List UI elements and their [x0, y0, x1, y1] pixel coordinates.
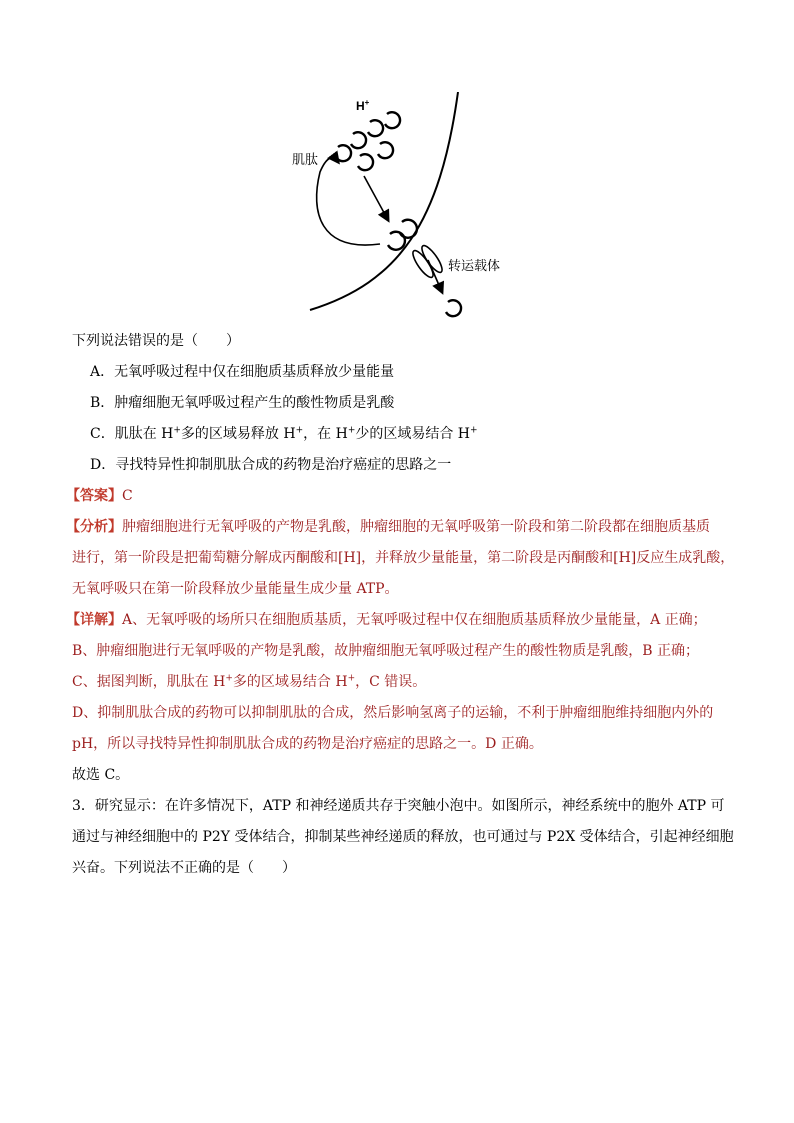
detail-line-4: D、抑制肌肽合成的药物可以抑制肌肽的合成，然后影响氢离子的运输，不利于肿瘤细胞维持细胞内外的	[72, 705, 714, 721]
conclusion: 故选 C。	[72, 767, 130, 783]
arrow-release	[364, 176, 388, 220]
question-stem: 下列说法错误的是（ ）	[72, 333, 240, 349]
detail-line-3: C、据图判断，肌肽在 H+多的区域易结合 H+，C 错误。	[72, 673, 427, 690]
transporter	[410, 243, 446, 280]
answer-line	[66, 486, 133, 506]
answer-tag: 【答案】	[66, 488, 122, 504]
next-question-line-1: 3．研究显示：在许多情况下，ATP 和神经递质共存于突触小泡中。如图所示，神经系统中的胞外 ATP 可	[72, 798, 725, 814]
detail-line-5: pH，所以寻找特异性抑制肌肽合成的药物是治疗癌症的思路之一。D 正确。	[72, 736, 543, 752]
detail-line-1: 【详解】A、无氧呼吸的场所只在细胞质基质，无氧呼吸过程中仅在细胞质基质释放少量能量，A 正确；	[66, 612, 707, 628]
next-question-line-2: 通过与神经细胞中的 P2Y 受体结合，抑制某些神经递质的释放，也可通过与 P2X 受体结合，引起神经细胞	[72, 829, 734, 845]
analysis-line-2: 进行，第一阶段是把葡萄糖分解成丙酮酸和[H]，并释放少量能量，第二阶段是丙酮酸和[H]反应生成乳酸，	[72, 550, 735, 566]
peptide-transport-figure	[280, 92, 520, 324]
option-b: B．肿瘤细胞无氧呼吸过程产生的酸性物质是乳酸	[90, 395, 395, 411]
answer-value: C	[122, 488, 133, 504]
analysis-tag: 【分析】	[66, 519, 122, 535]
analysis-line-3: 无氧呼吸只在第一阶段释放少量能量生成少量 ATP。	[72, 581, 399, 597]
option-c: C．肌肽在 H+多的区域易释放 H+，在 H+少的区域易结合 H+	[90, 425, 478, 442]
option-a: A．无氧呼吸过程中仅在细胞质基质释放少量能量	[90, 364, 395, 380]
detail-line-2: B、肿瘤细胞进行无氧呼吸的产物是乳酸，故肿瘤细胞无氧呼吸过程产生的酸性物质是乳酸，B 正确；	[72, 643, 700, 659]
label-carrier: 转运载体	[448, 259, 501, 274]
peptide-molecules	[336, 112, 461, 316]
label-peptide: 肌肽	[292, 153, 319, 168]
arrow-return	[317, 158, 380, 245]
label-h: H	[356, 99, 365, 113]
analysis-line-1: 【分析】肿瘤细胞进行无氧呼吸的产物是乳酸，肿瘤细胞的无氧呼吸第一阶段和第二阶段都在细胞质基质	[66, 519, 710, 535]
next-question-line-3: 兴奋。下列说法不正确的是（ ）	[72, 860, 296, 876]
detail-tag: 【详解】	[66, 612, 122, 628]
figure-diagram	[280, 92, 520, 324]
option-d: D．寻找特异性抑制肌肽合成的药物是治疗癌症的思路之一	[90, 457, 452, 473]
svg-text:H+: H+	[356, 98, 370, 113]
